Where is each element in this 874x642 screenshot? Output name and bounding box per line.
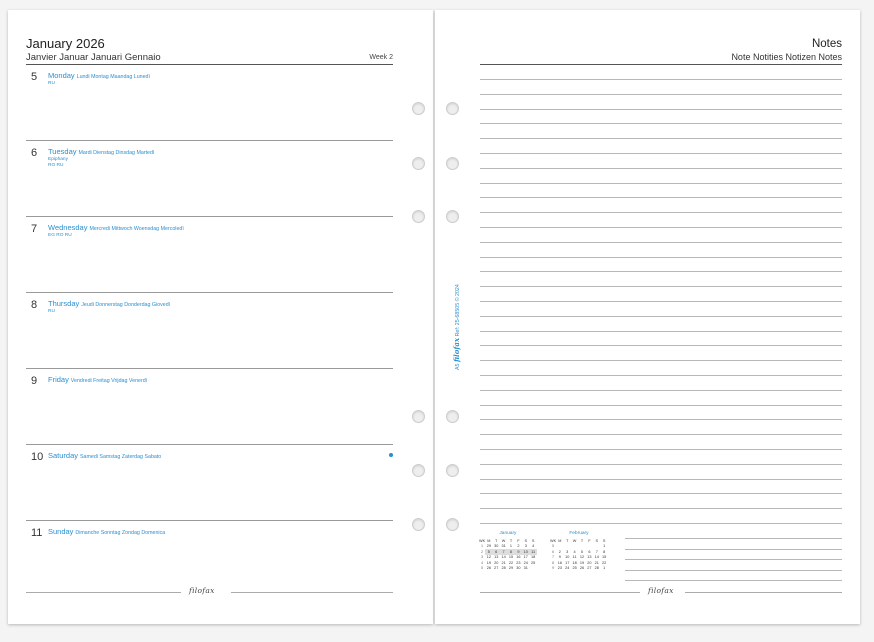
week-number-cell: 7 <box>552 555 555 560</box>
binder-hole <box>446 464 459 477</box>
day-block[interactable] <box>26 219 393 289</box>
mini-calendar-header-cell: WK <box>479 538 486 543</box>
day-name-english: Thursday <box>48 299 80 308</box>
binder-hole <box>412 157 425 170</box>
mini-calendar-january <box>479 531 537 571</box>
paper-size: A5 <box>455 363 461 370</box>
note-line <box>480 375 842 376</box>
date-cell: 15 <box>508 555 514 560</box>
date-cell: 24 <box>523 560 528 565</box>
note-line <box>480 227 842 228</box>
note-line <box>480 138 842 139</box>
day-name-english: Saturday <box>48 451 79 460</box>
day-name-english: Monday <box>48 71 75 80</box>
date-cell: 29 <box>508 566 514 571</box>
day-number: 7 <box>31 223 38 235</box>
header-rule <box>26 64 393 65</box>
date-cell: 22 <box>508 560 514 565</box>
date-cell: 31 <box>523 566 528 571</box>
date-cell: 27 <box>587 566 592 571</box>
note-line <box>480 257 842 258</box>
date-cell: 7 <box>595 549 598 554</box>
footer-rule-right <box>685 592 842 593</box>
notes-title: Notes <box>811 38 842 50</box>
mini-calendar-header-cell: W <box>572 538 577 543</box>
note-line <box>480 405 842 406</box>
note-line <box>480 449 842 450</box>
week-label: Week 2 <box>369 54 393 61</box>
day-name-translations: Mercredi Mittwoch Woensdag Mercoledì <box>89 226 184 232</box>
mini-calendar-header-cell: T <box>509 538 513 543</box>
note-line <box>480 286 842 287</box>
date-cell: 2 <box>558 549 561 554</box>
date-cell: 3 <box>524 544 527 549</box>
footer-brand: filofax <box>648 586 674 595</box>
mini-calendar-header-cell: M <box>558 538 562 543</box>
date-cell: 2 <box>517 544 520 549</box>
mini-calendar-header-cell: T <box>580 538 584 543</box>
date-cell: 29 <box>486 544 491 549</box>
holiday-note: Epiphany RO RU <box>48 157 69 168</box>
note-line <box>480 197 842 198</box>
day-number: 5 <box>31 71 38 83</box>
day-number: 10 <box>31 451 44 463</box>
date-cell: 25 <box>572 566 577 571</box>
date-cell: 24 <box>565 566 570 571</box>
date-cell: 28 <box>501 566 506 571</box>
note-line <box>625 580 842 581</box>
date-cell: 18 <box>572 560 577 565</box>
note-line <box>480 301 842 302</box>
day-divider <box>26 292 393 293</box>
date-cell: 21 <box>594 560 599 565</box>
month-translations: Janvier Januar Januari Gennaio <box>26 52 161 63</box>
note-line <box>480 212 842 213</box>
date-cell: 17 <box>523 555 528 560</box>
date-cell: 26 <box>486 566 491 571</box>
product-reference: Ref: 25-68505 © 2024 <box>455 284 461 337</box>
day-block[interactable] <box>26 143 393 213</box>
note-line <box>480 242 842 243</box>
date-cell: 8 <box>603 549 606 554</box>
footer-brand: filofax <box>189 586 215 595</box>
vertical-brand: filofax <box>452 337 461 363</box>
day-divider <box>26 444 393 445</box>
date-cell: 9 <box>558 555 561 560</box>
mini-calendar-february <box>550 531 608 571</box>
day-divider <box>26 216 393 217</box>
date-cell: 6 <box>588 549 591 554</box>
note-line <box>625 538 842 539</box>
date-cell: 8 <box>507 549 514 555</box>
date-cell: 13 <box>494 555 499 560</box>
day-names <box>48 147 154 156</box>
week-number-cell: 2 <box>481 549 484 554</box>
binder-hole <box>446 410 459 423</box>
note-line <box>480 79 842 80</box>
footer-rule-left <box>480 592 640 593</box>
day-names <box>48 527 165 536</box>
binder-hole <box>446 157 459 170</box>
mini-calendar-title: February <box>569 531 589 536</box>
note-line <box>480 153 842 154</box>
right-footer <box>480 584 842 602</box>
day-name-english: Friday <box>48 375 69 384</box>
date-cell: 9 <box>515 549 522 555</box>
day-block[interactable] <box>26 67 393 137</box>
day-divider <box>26 520 393 521</box>
day-number: 9 <box>31 375 38 387</box>
date-cell: 12 <box>579 555 585 560</box>
day-name-translations: Samedi Samstag Zaterdag Sabato <box>79 454 162 460</box>
mini-calendar-header-cell: S <box>524 538 528 543</box>
date-cell: 21 <box>501 560 506 565</box>
date-cell: 26 <box>579 566 585 571</box>
week-number-cell: 8 <box>552 560 555 565</box>
mini-calendar-header-cell: F <box>517 538 520 543</box>
date-cell: 7 <box>500 549 507 555</box>
note-line <box>480 183 842 184</box>
day-name-translations: Vendredi Freitag Vrijdag Venerdì <box>70 378 148 384</box>
date-cell: 1 <box>603 566 606 571</box>
date-cell: 30 <box>516 566 521 571</box>
date-cell: 10 <box>565 555 570 560</box>
date-cell: 23 <box>557 566 562 571</box>
day-names <box>48 299 170 308</box>
left-page <box>8 10 433 624</box>
date-cell <box>529 566 536 572</box>
note-line <box>480 523 842 524</box>
date-cell: 11 <box>531 549 536 554</box>
mini-calendar-header-cell: M <box>487 538 491 543</box>
holiday-note: EG RO RU <box>48 233 72 238</box>
binder-hole <box>412 410 425 423</box>
note-line <box>480 345 842 346</box>
footer-rule-left <box>26 592 181 593</box>
date-cell: 18 <box>531 555 536 560</box>
day-names <box>48 223 184 232</box>
date-cell: 27 <box>494 566 499 571</box>
day-names <box>48 375 147 384</box>
day-block[interactable] <box>26 523 393 593</box>
note-line <box>480 109 842 110</box>
holiday-note: RU <box>48 81 55 86</box>
note-line <box>480 434 842 435</box>
date-cell: 16 <box>516 555 521 560</box>
week-number-cell: 9 <box>552 566 555 571</box>
mini-calendar-header-cell: WK <box>550 538 557 543</box>
binder-hole <box>412 464 425 477</box>
day-name-translations: Mardi Dienstag Dinsdag Martedì <box>78 150 155 156</box>
date-cell: 6 <box>493 549 500 555</box>
left-footer <box>26 584 393 602</box>
date-cell: 23 <box>516 560 521 565</box>
date-cell: 15 <box>602 555 607 560</box>
day-number: 11 <box>31 527 43 539</box>
week-number-cell: 6 <box>552 549 555 554</box>
date-cell: 19 <box>579 560 585 565</box>
date-cell: 5 <box>485 549 492 555</box>
day-name-translations: Jeudi Donnerstag Donderdag Giovedì <box>81 302 171 308</box>
week-number-cell: 3 <box>481 555 484 560</box>
date-cell: 14 <box>501 555 506 560</box>
note-line <box>480 493 842 494</box>
note-line <box>480 464 842 465</box>
mini-calendar-header-cell: S <box>595 538 599 543</box>
date-cell: 13 <box>587 555 592 560</box>
moon-phase-icon <box>389 453 393 457</box>
date-cell: 16 <box>557 560 562 565</box>
note-line <box>480 508 842 509</box>
day-block[interactable] <box>26 447 393 517</box>
note-line <box>625 570 842 571</box>
note-line <box>480 94 842 95</box>
mini-calendar-grid <box>550 538 608 571</box>
note-line <box>480 479 842 480</box>
mini-calendar-header-cell: F <box>588 538 591 543</box>
day-number: 8 <box>31 299 38 311</box>
binder-hole <box>412 210 425 223</box>
date-cell: 4 <box>532 544 535 549</box>
date-cell: 31 <box>501 544 506 549</box>
day-name-translations: Lundi Montag Maandag Lunedì <box>76 74 150 80</box>
day-block[interactable] <box>26 295 393 365</box>
week-number-cell: 5 <box>481 566 484 571</box>
date-cell: 19 <box>486 560 491 565</box>
month-title: January 2026 <box>26 36 105 51</box>
date-cell: 20 <box>587 560 592 565</box>
day-name-translations: Dimanche Sonntag Zondag Domenica <box>75 530 166 536</box>
right-page <box>435 10 860 624</box>
date-cell: 28 <box>594 566 599 571</box>
note-line <box>625 559 842 560</box>
week-number-cell: 4 <box>481 560 484 565</box>
day-number: 6 <box>31 147 38 159</box>
binder-hole <box>446 518 459 531</box>
day-divider <box>26 140 393 141</box>
mini-calendar-header-cell: S <box>602 538 606 543</box>
mini-calendar-header-cell: T <box>495 538 498 543</box>
mini-calendar-title: January <box>499 531 517 536</box>
mini-calendar-header-cell: T <box>566 538 569 543</box>
holiday-note: RU <box>48 309 55 314</box>
note-line <box>480 360 842 361</box>
date-cell: 10 <box>523 549 528 554</box>
note-line <box>480 419 842 420</box>
note-line <box>480 123 842 124</box>
day-divider <box>26 368 393 369</box>
header-rule <box>480 64 842 65</box>
date-cell: 12 <box>486 555 491 560</box>
date-cell: 5 <box>580 549 584 554</box>
footer-rule-right <box>231 592 393 593</box>
date-cell: 1 <box>509 544 513 549</box>
mini-calendar-grid <box>479 538 537 571</box>
date-cell: 17 <box>565 560 570 565</box>
date-cell: 20 <box>494 560 499 565</box>
binder-hole <box>412 102 425 115</box>
mini-calendar-header-cell: S <box>531 538 535 543</box>
week-number-cell: 5 <box>552 544 555 549</box>
day-block[interactable] <box>26 371 393 441</box>
note-line <box>480 271 842 272</box>
mini-calendar-header-cell: W <box>501 538 506 543</box>
note-line <box>625 549 842 550</box>
date-cell: 4 <box>573 549 576 554</box>
vertical-imprint <box>452 284 461 370</box>
note-line <box>480 390 842 391</box>
note-line <box>480 331 842 332</box>
date-cell: 14 <box>594 555 599 560</box>
binder-hole <box>446 210 459 223</box>
day-name-english: Wednesday <box>48 223 88 232</box>
date-cell: 3 <box>566 549 569 554</box>
date-cell: 22 <box>602 560 607 565</box>
date-cell: 11 <box>572 555 577 560</box>
date-cell: 30 <box>494 544 499 549</box>
notes-translations: Note Notities Notizen Notes <box>731 52 842 62</box>
note-line <box>480 316 842 317</box>
binder-hole <box>446 102 459 115</box>
note-line <box>480 168 842 169</box>
day-name-english: Sunday <box>48 527 74 536</box>
day-names <box>48 451 161 460</box>
date-cell: 25 <box>531 560 536 565</box>
day-name-english: Tuesday <box>48 147 77 156</box>
binder-hole <box>412 518 425 531</box>
planner-spread <box>8 10 860 624</box>
day-names <box>48 71 150 80</box>
date-cell: 1 <box>603 544 606 549</box>
week-number-cell: 1 <box>481 544 484 549</box>
